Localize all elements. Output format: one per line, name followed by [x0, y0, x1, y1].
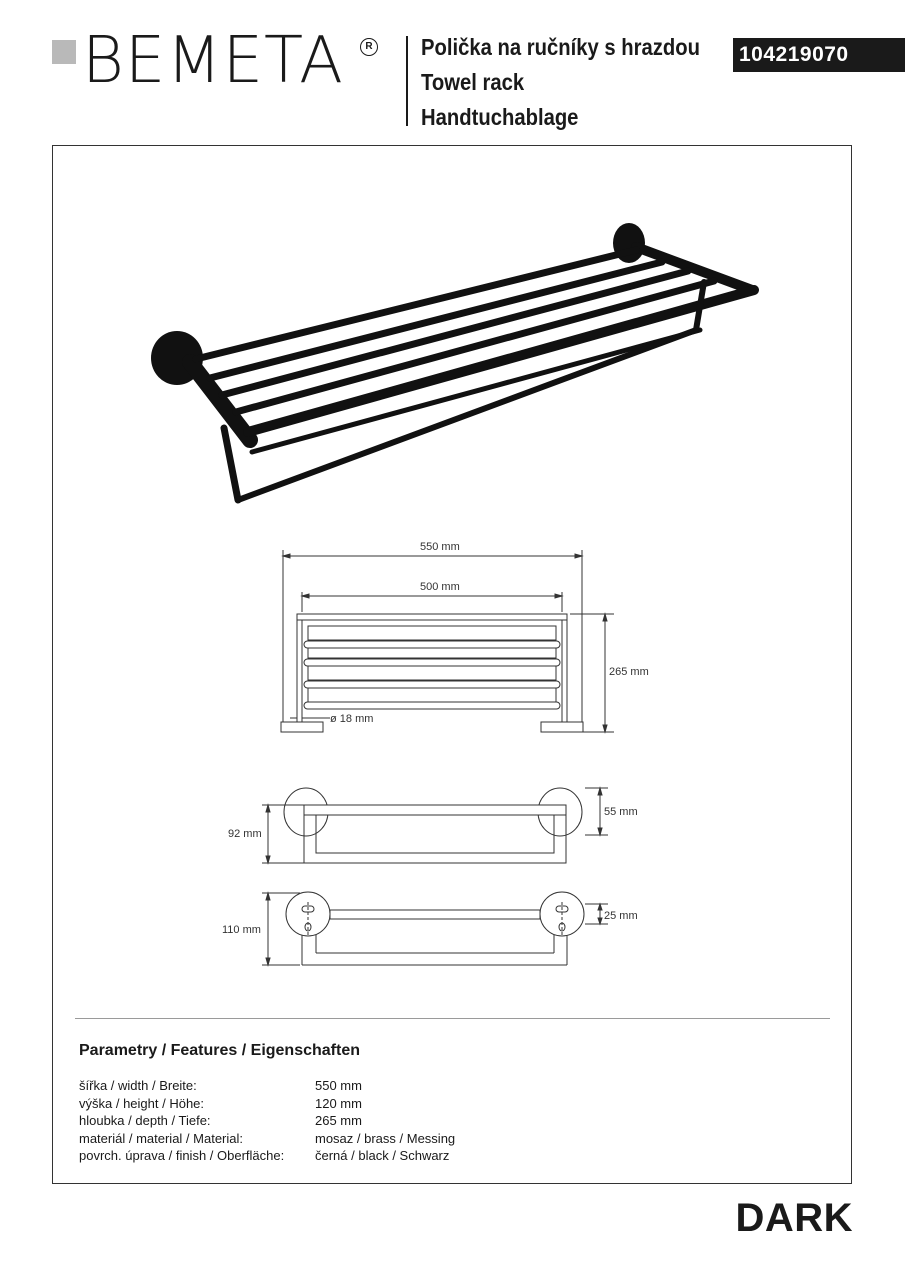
features-table	[79, 1077, 679, 1165]
dim-width-outer: 550 mm	[420, 541, 460, 553]
product-illustration	[151, 223, 754, 500]
spec-value: mosaz / brass / Messing	[315, 1130, 456, 1146]
spec-value: černá / black / Schwarz	[315, 1148, 450, 1163]
spec-label: výška / height / Höhe:	[79, 1095, 205, 1111]
spec-row-material	[79, 1130, 679, 1148]
features-heading: Parametry / Features / Eigenschaften	[79, 1042, 360, 1059]
finish-label: DARK	[735, 1196, 853, 1240]
spec-label: hloubka / depth / Tiefe:	[79, 1113, 211, 1128]
registered-mark-icon: R	[360, 38, 378, 56]
spec-label: materiál / material / Material:	[79, 1130, 243, 1146]
dim-top-rosette: 25 mm	[604, 910, 638, 922]
side-view	[262, 788, 608, 863]
spec-row-height	[79, 1095, 679, 1113]
front-view	[281, 550, 614, 732]
dim-side-height: 92 mm	[228, 828, 262, 840]
title-cz: Polička na ručníky s hrazdou	[421, 34, 700, 60]
product-code-badge: 104219070	[733, 38, 905, 72]
title-de: Handtuchablage	[421, 104, 579, 130]
title-en: Towel rack	[421, 69, 525, 95]
dim-width-inner: 500 mm	[420, 581, 460, 593]
dim-front-height: 265 mm	[609, 666, 649, 678]
spec-label: šířka / width / Breite:	[79, 1078, 197, 1093]
top-view	[262, 892, 608, 965]
spec-row-width	[79, 1077, 679, 1095]
dim-tube-diameter: ø 18 mm	[330, 713, 374, 725]
brand-logo: BEMETA	[82, 24, 344, 98]
dim-top-depth: 110 mm	[222, 924, 261, 936]
spec-value: 120 mm	[315, 1095, 362, 1111]
spec-value: 550 mm	[315, 1078, 362, 1093]
spec-row-depth	[79, 1112, 679, 1130]
spec-value: 265 mm	[315, 1113, 362, 1128]
dim-side-rosette: 55 mm	[604, 806, 638, 818]
spec-label: povrch. úprava / finish / Oberfläche:	[79, 1148, 285, 1163]
spec-row-finish	[79, 1147, 679, 1165]
section-divider	[75, 1018, 830, 1019]
